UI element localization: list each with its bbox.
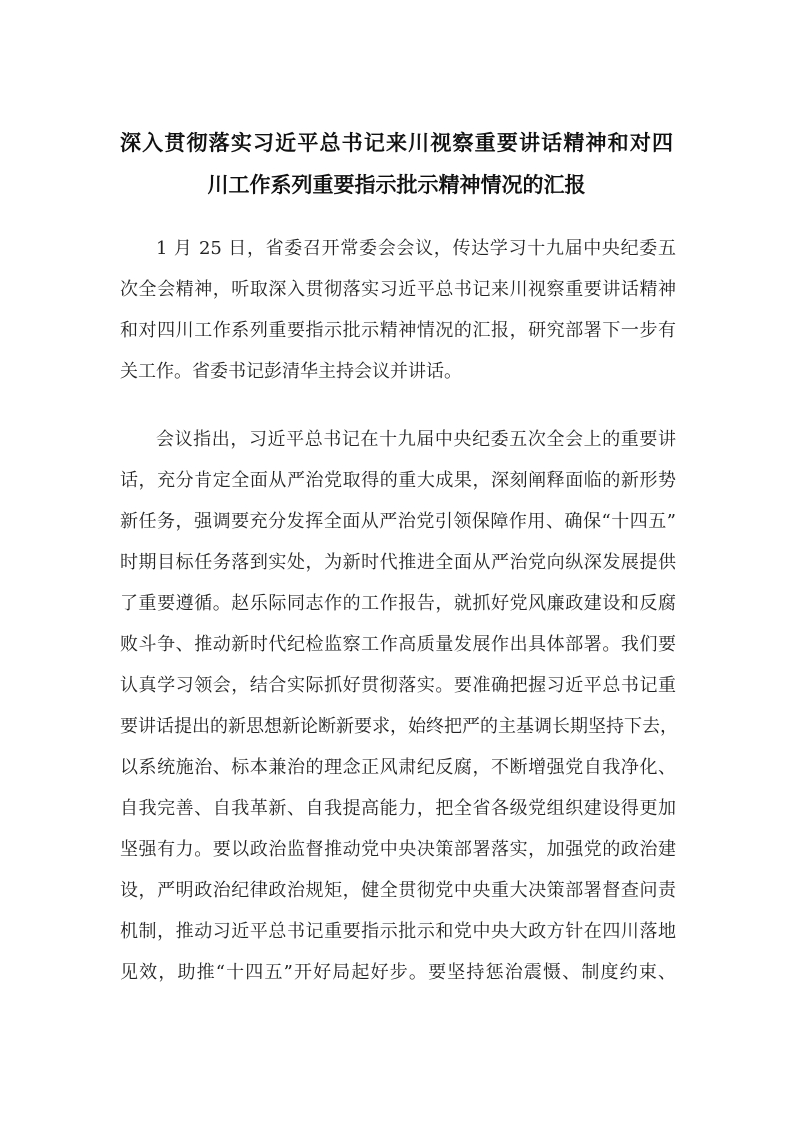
- paragraph-line: 机制，推动习近平总书记重要指示批示和党中央大政方针在四川落地: [120, 921, 676, 942]
- paragraph-line: 1 月 25 日，省委召开常委会会议，传达学习十九届中央纪委五: [156, 238, 676, 259]
- paragraph-line: 时期目标任务落到实处，为新时代推进全面从严治党向纵深发展提供: [120, 552, 676, 573]
- paragraph-line: 和对四川工作系列重要指示批示精神情况的汇报，研究部署下一步有: [120, 320, 676, 341]
- paragraph-line: 次全会精神，听取深入贯彻落实习近平总书记来川视察重要讲话精神: [120, 279, 676, 300]
- paragraph-line: 要讲话提出的新思想新论断新要求，始终把严的主基调长期坚持下去，: [120, 716, 678, 737]
- paragraph-line: 会议指出，习近平总书记在十九届中央纪委五次全会上的重要讲: [156, 429, 676, 450]
- document-title-line-2: 川工作系列重要指示批示精神情况的汇报: [207, 172, 586, 197]
- paragraph-line: 话，充分肯定全面从严治党取得的重大成果，深刻阐释面临的新形势: [120, 470, 676, 491]
- paragraph-line: 设，严明政治纪律政治规矩，健全贯彻党中央重大决策部署督查问责: [120, 880, 676, 901]
- paragraph-line: 以系统施治、标本兼治的理念正风肃纪反腐，不断增强党自我净化、: [120, 757, 676, 778]
- paragraph-line: 败斗争、推动新时代纪检监察工作高质量发展作出具体部署。我们要: [120, 634, 676, 655]
- paragraph-line: 见效，助推“十四五”开好局起好步。要坚持惩治震慑、制度约束、: [120, 962, 676, 983]
- paragraph-line: 自我完善、自我革新、自我提高能力，把全省各级党组织建设得更加: [120, 798, 676, 819]
- document-title-line-1: 深入贯彻落实习近平总书记来川视察重要讲话精神和对四: [120, 130, 673, 155]
- paragraph-line: 新任务，强调要充分发挥全面从严治党引领保障作用、确保“十四五”: [120, 511, 676, 532]
- paragraph-line: 坚强有力。要以政治监督推动党中央决策部署落实，加强党的政治建: [120, 839, 676, 860]
- paragraph-line: 关工作。省委书记彭清华主持会议并讲话。: [120, 361, 462, 382]
- paragraph-line: 认真学习领会，结合实际抓好贯彻落实。要准确把握习近平总书记重: [120, 675, 676, 696]
- paragraph-line: 了重要遵循。赵乐际同志作的工作报告，就抓好党风廉政建设和反腐: [120, 593, 676, 614]
